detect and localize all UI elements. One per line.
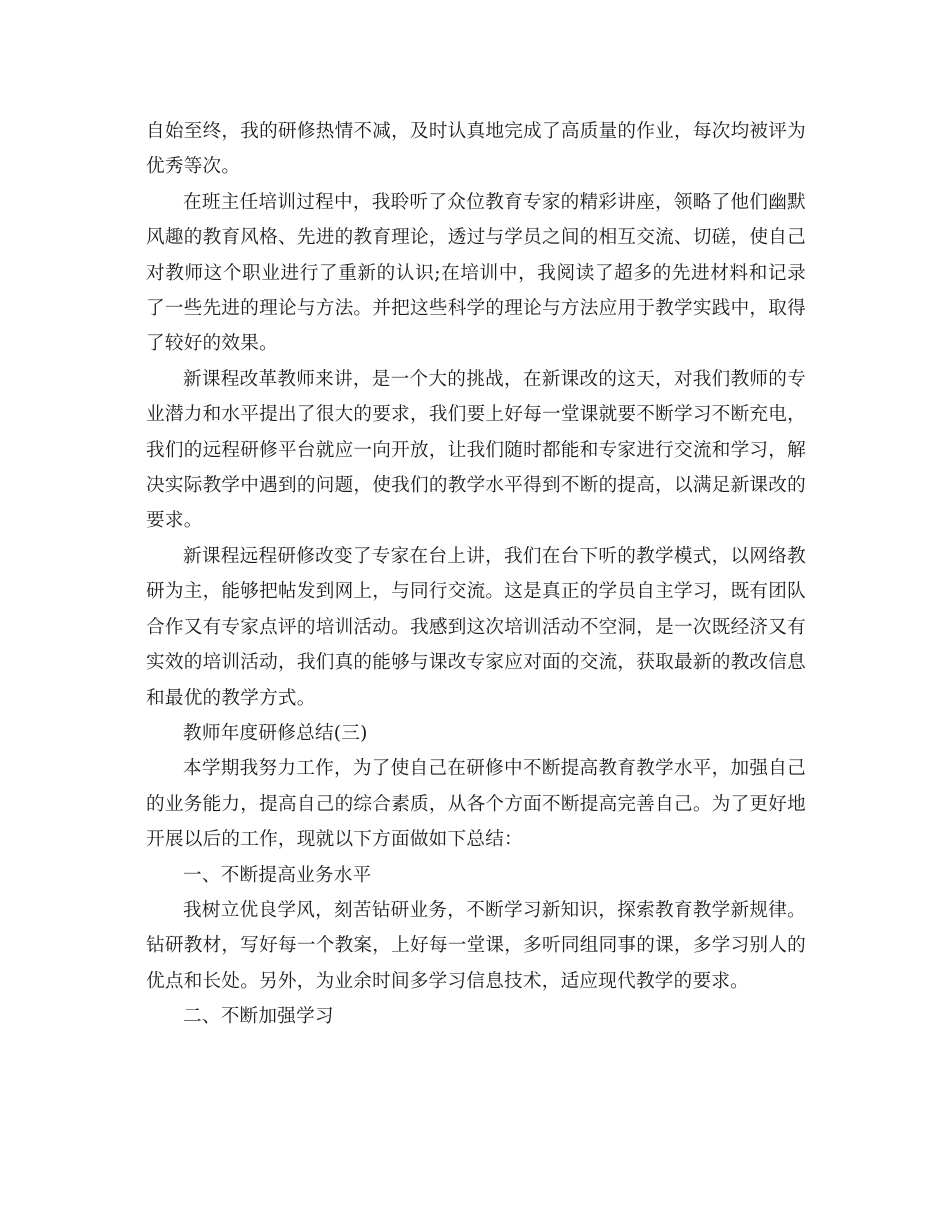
paragraph-4: 新课程远程研修改变了专家在台上讲，我们在台下听的教学模式，以网络教研为主，能够把帖发到网上，与同行交流。这是真正的学员自主学习，既有团队合作又有专家点评的培训活动。我感到这次培训活动不空洞，是一次既经济又有实效的培训活动，我们真的能够与课改专家应对面的交流，获取最新的教改信息和最优的教学方式。 — [146, 545, 806, 709]
paragraph-3: 新课程改革教师来讲，是一个大的挑战，在新课改的这天，对我们教师的专业潜力和水平提出了很大的要求，我们要上好每一堂课就要不断学习不断充电，我们的远程研修平台就应一向开放，让我们随时都能和专家进行交流和学习，解决实际教学中遇到的问题，使我们的教学水平得到不断的提高，以满足新课改的要求。 — [146, 368, 806, 532]
section-title: 教师年度研修总结(三) — [183, 722, 368, 744]
paragraph-intro: 本学期我努力工作，为了使自己在研修中不断提高教育教学水平，加强自己的业务能力，提高自己的综合素质，从各个方面不断提高完善自己。为了更好地开展以后的工作，现就以下方面做如下总结： — [146, 758, 806, 851]
heading-2: 二、不断加强学习 — [183, 1006, 334, 1028]
document-body — [146, 114, 806, 1035]
paragraph-1: 自始至终，我的研修热情不减，及时认真地完成了高质量的作业，每次均被评为优秀等次。 — [146, 121, 806, 178]
paragraph-2: 在班主任培训过程中，我聆听了众位教育专家的精彩讲座，领略了他们幽默风趣的教育风格、先进的教育理论，透过与学员之间的相互交流、切磋，使自己对教师这个职业进行了重新的认识;在培训中，我阅读了超多的先进材料和记录了一些先进的理论与方法。并把这些科学的理论与方法应用于教学实践中，取得了较好的效果。 — [146, 191, 806, 355]
heading-1: 一、不断提高业务水平 — [183, 864, 372, 886]
paragraph-heading-1-body: 我树立优良学风，刻苦钻研业务，不断学习新知识，探索教育教学新规律。钻研教材，写好每一个教案，上好每一堂课，多听同组同事的课，多学习别人的优点和长处。另外，为业余时间多学习信息技术，适应现代教学的要求。 — [146, 899, 806, 992]
